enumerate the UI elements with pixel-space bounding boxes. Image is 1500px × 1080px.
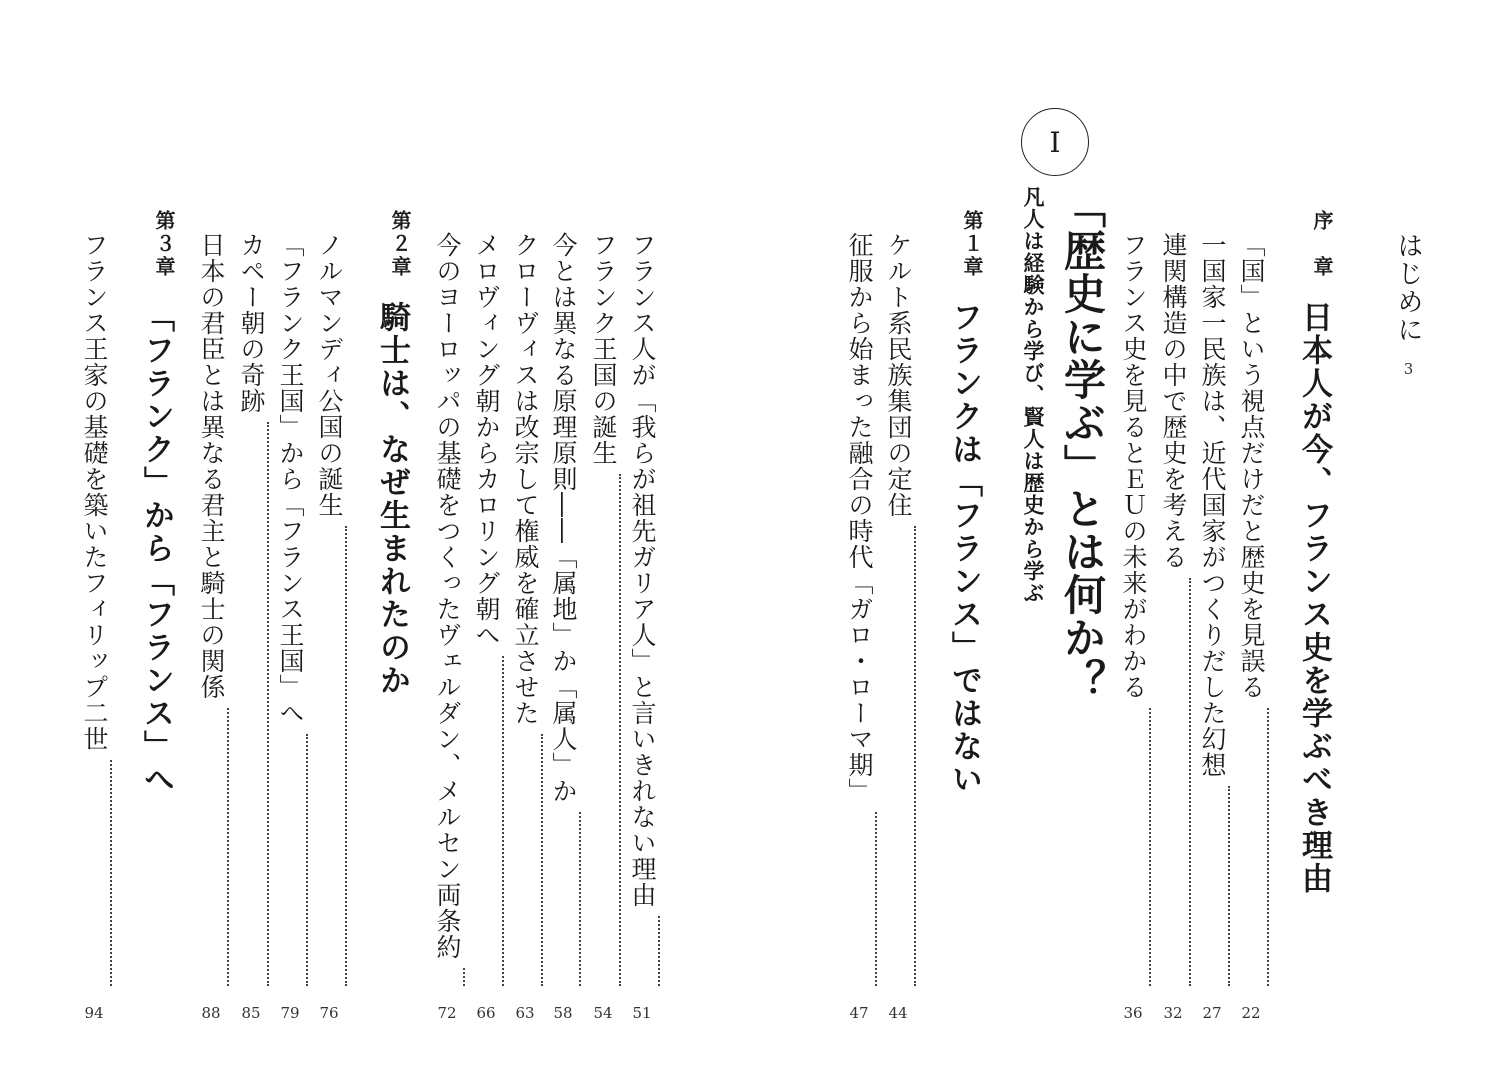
chapter1-label: 第１章 bbox=[960, 210, 984, 279]
dot-leader bbox=[507, 734, 543, 986]
entry-title: ノルマンディ公国の誕生 bbox=[315, 232, 344, 518]
entry-page: 36 bbox=[1123, 1004, 1143, 1022]
entry-title: フランス史を見るとＥＵの未来がわかる bbox=[1119, 232, 1148, 700]
toc-entry[interactable] bbox=[272, 232, 308, 1022]
entry-page: 47 bbox=[849, 1004, 869, 1022]
entry-page: 94 bbox=[84, 1004, 104, 1022]
entry-title: カペー朝の奇跡 bbox=[237, 232, 266, 414]
toc-entry[interactable] bbox=[624, 232, 660, 1022]
entry-title: クローヴィスは改宗して権威を確立させた bbox=[511, 232, 540, 726]
dot-leader bbox=[841, 812, 877, 986]
toc-entry[interactable] bbox=[507, 232, 543, 1022]
dot-leader bbox=[233, 422, 269, 986]
entry-page: 66 bbox=[476, 1004, 496, 1022]
entry-title: 日本の君臣とは異なる君主と騎士の関係 bbox=[197, 232, 226, 700]
entry-page: 32 bbox=[1163, 1004, 1183, 1022]
entry-title: メロヴィング朝からカロリング朝へ bbox=[472, 232, 501, 648]
entry-title: フランス人が「我らが祖先ガリア人」と言いきれない理由 bbox=[628, 232, 657, 908]
dot-leader bbox=[1155, 578, 1191, 986]
toc-entry[interactable] bbox=[76, 232, 112, 1022]
dot-leader bbox=[1233, 708, 1269, 986]
chapter3-heading[interactable] bbox=[134, 210, 179, 1000]
part-subtitle: 凡人は経験から学び、賢人は歴史から学ぶ bbox=[1021, 186, 1045, 604]
dot-leader bbox=[1194, 786, 1230, 986]
part-title[interactable]: 「歴史に学ぶ」とは何か？ bbox=[1058, 186, 1107, 702]
toc-intro[interactable] bbox=[1390, 232, 1427, 1022]
toc-entry[interactable] bbox=[585, 232, 621, 1022]
toc-entry[interactable] bbox=[1155, 232, 1191, 1022]
entry-title: 征服から始まった融合の時代「ガロ・ローマ期」 bbox=[845, 232, 874, 804]
dot-leader bbox=[624, 916, 660, 986]
dot-leader bbox=[311, 526, 347, 986]
toc-entry[interactable] bbox=[1115, 232, 1151, 1022]
toc-entry[interactable] bbox=[1194, 232, 1230, 1022]
chapter1-title: フランクは「フランス」ではない bbox=[946, 301, 982, 796]
chapter2-title: 騎士は、なぜ生まれたのか bbox=[374, 301, 410, 697]
entry-title: フランス王家の基礎を築いたフィリップ二世 bbox=[80, 232, 109, 752]
entry-page: 54 bbox=[593, 1004, 613, 1022]
dot-leader bbox=[272, 734, 308, 986]
entry-title: フランク王国の誕生 bbox=[589, 232, 618, 466]
entry-page: 76 bbox=[319, 1004, 339, 1022]
dot-leader bbox=[193, 708, 229, 986]
chapter2-heading[interactable] bbox=[370, 210, 415, 1000]
intro-title: はじめに bbox=[1393, 232, 1423, 344]
chapter3-title: 「フランク」から「フランス」へ bbox=[138, 301, 174, 796]
chapter3-label: 第３章 bbox=[152, 210, 176, 279]
entry-title: ケルト系民族集団の定住 bbox=[884, 232, 913, 518]
entry-page: 22 bbox=[1241, 1004, 1261, 1022]
entry-title: 「フランク王国」から「フランス王国」へ bbox=[276, 232, 305, 726]
entry-page: 58 bbox=[553, 1004, 573, 1022]
intro-page: 3 bbox=[1403, 360, 1414, 378]
entry-page: 79 bbox=[280, 1004, 300, 1022]
entry-page: 51 bbox=[632, 1004, 652, 1022]
chapter2-label: 第２章 bbox=[388, 210, 412, 279]
dot-leader bbox=[429, 968, 465, 986]
entry-page: 72 bbox=[437, 1004, 457, 1022]
toc-entry[interactable] bbox=[1233, 232, 1269, 1022]
prologue-label: 序 章 bbox=[1310, 210, 1334, 279]
entry-page: 63 bbox=[515, 1004, 535, 1022]
part-number-badge: I bbox=[1021, 108, 1089, 176]
chapter1-heading[interactable] bbox=[942, 210, 987, 1000]
toc-entry[interactable] bbox=[311, 232, 347, 1022]
dot-leader bbox=[585, 474, 621, 986]
toc-entry[interactable] bbox=[545, 232, 581, 1022]
entry-title: 一国家一民族は、近代国家がつくりだした幻想 bbox=[1198, 232, 1227, 778]
entry-title: 「国」という視点だけだと歴史を見誤る bbox=[1237, 232, 1266, 700]
toc-entry[interactable] bbox=[468, 232, 504, 1022]
prologue-title: 日本人が今、フランス史を学ぶべき理由 bbox=[1296, 301, 1332, 895]
entry-title: 今とは異なる原理原則――「属地」か「属人」か bbox=[549, 232, 578, 804]
dot-leader bbox=[468, 656, 504, 986]
entry-title: 今のヨーロッパの基礎をつくったヴェルダン、メルセン両条約 bbox=[433, 232, 462, 960]
toc-entry[interactable] bbox=[193, 232, 229, 1022]
prologue-heading[interactable] bbox=[1292, 210, 1337, 1000]
entry-title: 連関構造の中で歴史を考える bbox=[1159, 232, 1188, 570]
toc-entry[interactable] bbox=[880, 232, 916, 1022]
entry-page: 85 bbox=[241, 1004, 261, 1022]
entry-page: 44 bbox=[888, 1004, 908, 1022]
entry-page: 88 bbox=[201, 1004, 221, 1022]
dot-leader bbox=[1115, 708, 1151, 986]
toc-entry[interactable] bbox=[429, 232, 465, 1022]
dot-leader bbox=[76, 760, 112, 986]
entry-page: 27 bbox=[1202, 1004, 1222, 1022]
toc-entry[interactable] bbox=[233, 232, 269, 1022]
dot-leader bbox=[545, 812, 581, 986]
toc-entry[interactable] bbox=[841, 232, 877, 1022]
dot-leader bbox=[880, 526, 916, 986]
